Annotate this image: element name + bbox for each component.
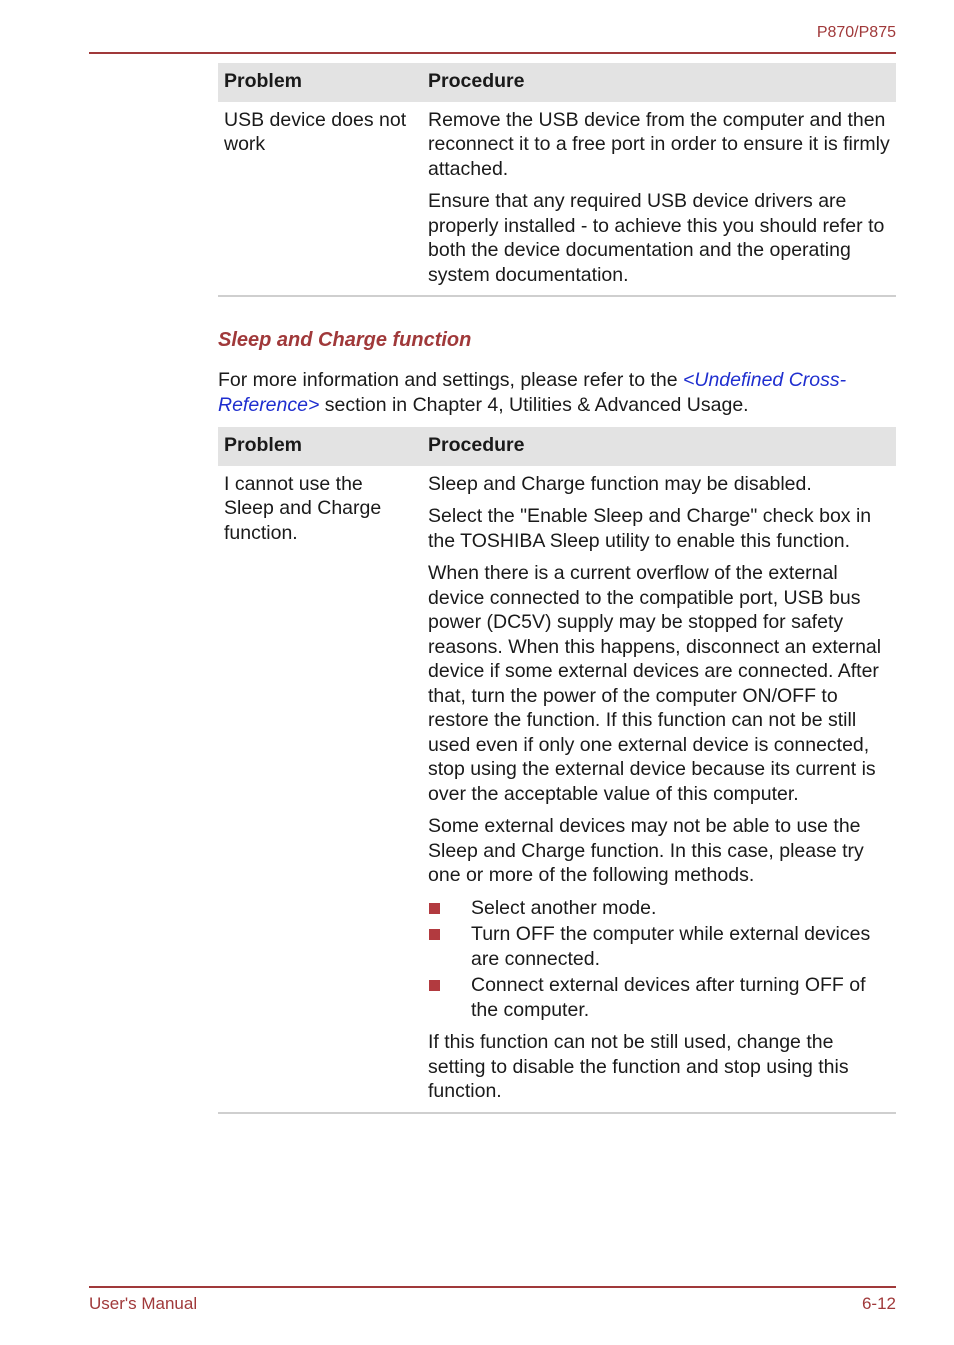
table-row [218, 466, 896, 1113]
procedure-paragraph: Sleep and Charge function may be disabled. [428, 472, 812, 495]
procedure-paragraph: When there is a current overflow of the external device connected to the compatible port, USB bus power (DC5V) supply may be stopped for safety reasons. When this happens, disconnect an external device if some external devices are connected. After that, turn the power of the computer ON/OFF to restore the function. If this function can not be still used even if only one external device is connected, stop using the external device because its current is over the acceptable value of this computer. [428, 562, 882, 805]
method-list [428, 896, 890, 1023]
page-header-model: P870/P875 [816, 24, 896, 41]
column-header-procedure: Procedure [422, 427, 896, 466]
list-item-text: Turn OFF the computer while external devices are connected. [471, 923, 871, 970]
column-header-problem: Problem [218, 427, 422, 466]
table-row [218, 102, 896, 297]
footer-rule [89, 1286, 896, 1288]
footer-page-number: 6-12 [861, 1294, 896, 1313]
problem-cell: USB device does not work [218, 102, 422, 297]
header-rule [89, 52, 896, 54]
list-item [428, 922, 890, 971]
list-item [428, 896, 890, 921]
usb-problem-table [218, 63, 896, 297]
footer-manual-title: User's Manual [89, 1294, 198, 1313]
section-intro-block [218, 368, 896, 417]
intro-text-after: section in Chapter 4, Utilities & Advanced Usage. [319, 393, 749, 416]
procedure-paragraph: If this function can not be still used, change the setting to disable the function and stop using this function. [428, 1031, 849, 1102]
list-item-text: Select another mode. [471, 896, 657, 919]
section-intro [218, 368, 896, 417]
square-bullet-icon [429, 903, 440, 914]
procedure-paragraph: Select the "Enable Sleep and Charge" check box in the TOSHIBA Sleep utility to enable this function. [428, 505, 872, 552]
square-bullet-icon [429, 980, 440, 991]
table-header-row [218, 63, 896, 102]
list-item-text: Connect external devices after turning OFF of the computer. [471, 974, 866, 1021]
sleep-charge-section [218, 329, 896, 352]
procedure-paragraph: Remove the USB device from the computer and then reconnect it to a free port in order to ensure it is firmly attached. [428, 108, 890, 180]
column-header-procedure: Procedure [422, 63, 896, 102]
intro-text: For more information and settings, please refer to the [218, 369, 683, 391]
problem-cell: I cannot use the Sleep and Charge function. [218, 466, 422, 1113]
sleep-charge-table-wrap [218, 427, 896, 1114]
procedure-paragraph: Some external devices may not be able to use the Sleep and Charge function. In this case, please try one or more of the following methods. [428, 815, 864, 886]
table-header-row [218, 427, 896, 466]
cross-reference-link[interactable]: <Undefined Cross-Reference> [218, 369, 847, 416]
sleep-charge-problem-table [218, 427, 896, 1114]
section-heading: Sleep and Charge function [218, 329, 472, 351]
procedure-cell [422, 466, 896, 1113]
column-header-problem: Problem [218, 63, 422, 102]
procedure-paragraph: Ensure that any required USB device drivers are properly installed - to achieve this you should refer to both the device documentation and the operating system documentation. [428, 190, 885, 286]
square-bullet-icon [429, 929, 440, 940]
usb-troubleshooting-section [218, 63, 896, 297]
list-item [428, 973, 890, 1022]
procedure-cell [422, 102, 896, 297]
